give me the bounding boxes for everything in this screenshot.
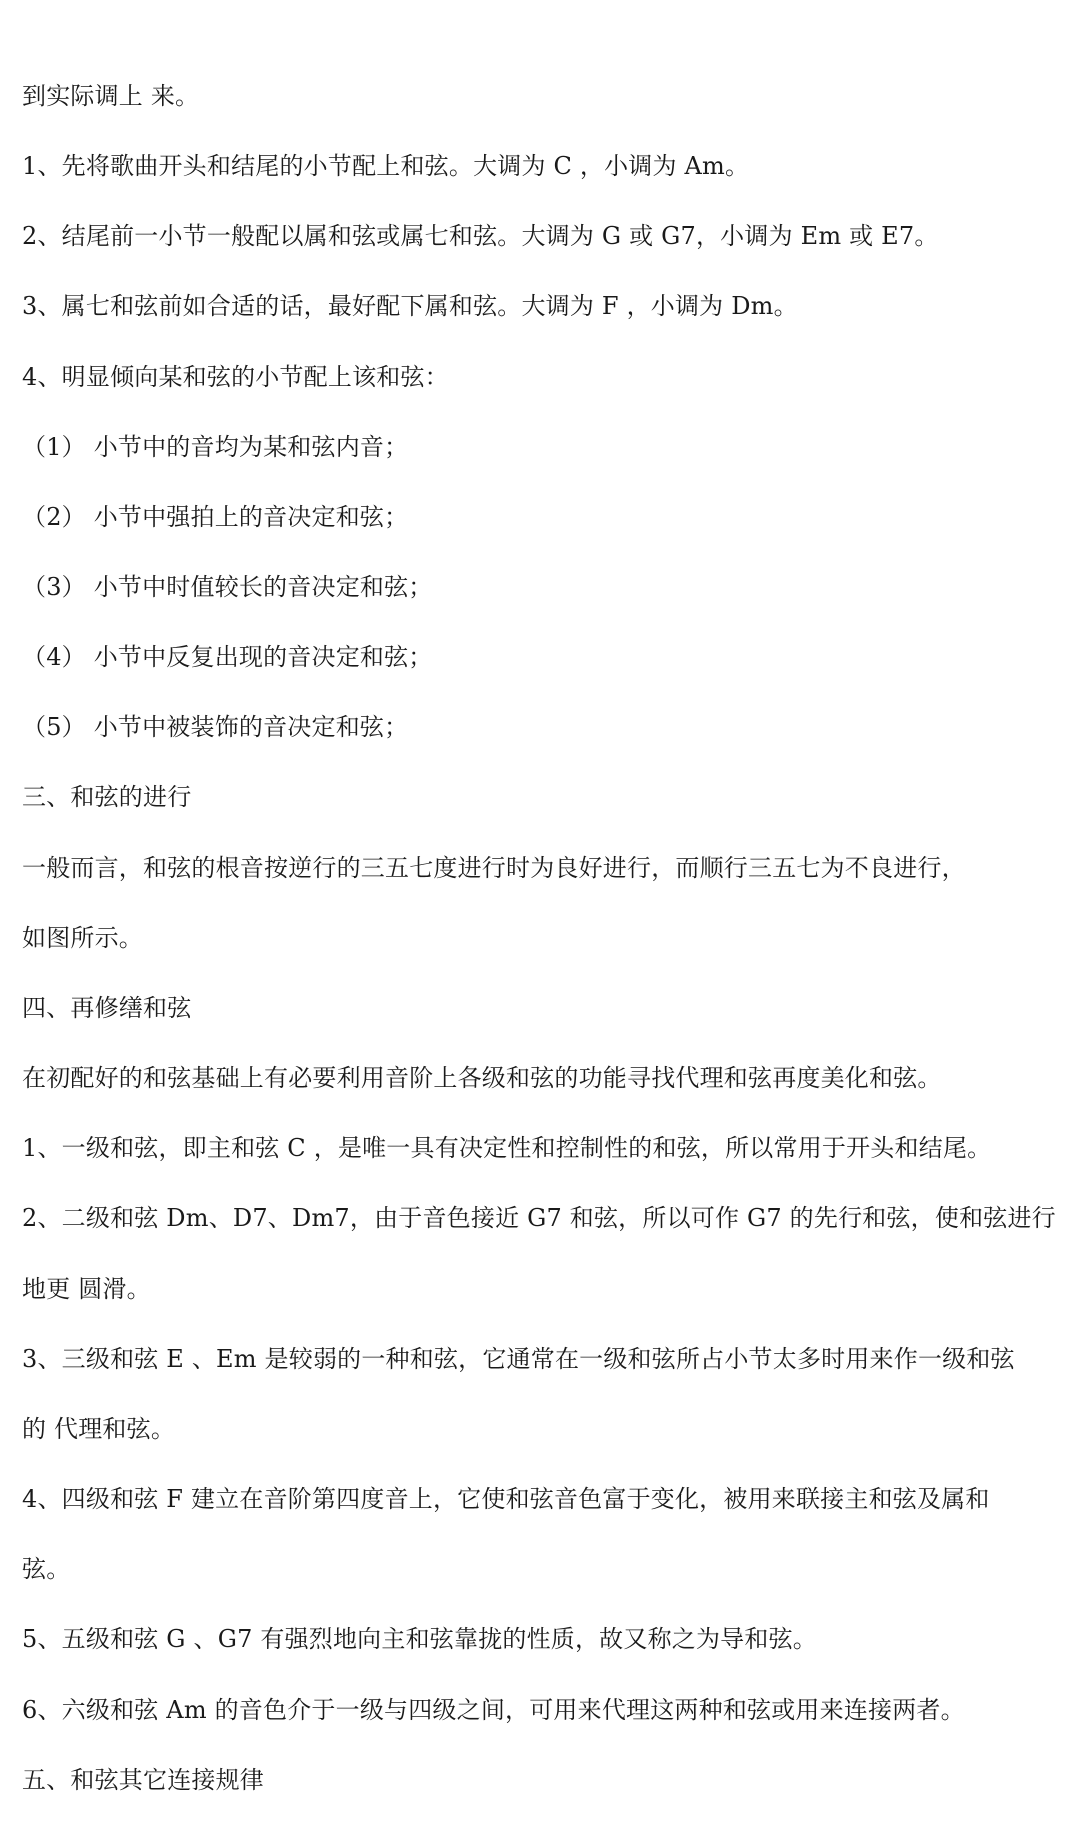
chord-item-1: 1、一级和弦，即主和弦 C ，是唯一具有决定性和控制性的和弦，所以常用于开头和结尾。 bbox=[22, 1134, 992, 1162]
paragraph-line: 如图所示。 bbox=[22, 924, 143, 952]
section-heading-5: 五、和弦其它连接规律 bbox=[22, 1766, 264, 1794]
chord-item-4-cont: 弦。 bbox=[22, 1555, 71, 1583]
rule-1: 1、先将歌曲开头和结尾的小节配上和弦。大调为 C ，小调为 Am。 bbox=[22, 152, 750, 180]
sub-item-4: （4） 小节中反复出现的音决定和弦； bbox=[22, 643, 433, 671]
rule-4: 4、明显倾向某和弦的小节配上该和弦： bbox=[22, 363, 449, 391]
chord-item-5: 5、五级和弦 G 、G7 有强烈地向主和弦靠拢的性质，故又称之为导和弦。 bbox=[22, 1625, 817, 1653]
sub-item-3: （3） 小节中时值较长的音决定和弦； bbox=[22, 573, 433, 601]
paragraph-line: 在初配好的和弦基础上有必要利用音阶上各级和弦的功能寻找代理和弦再度美化和弦。 bbox=[22, 1064, 942, 1092]
chord-item-2: 2、二级和弦 Dm、D7、Dm7，由于音色接近 G7 和弦，所以可作 G7 的先行和弦，使和弦进行 bbox=[22, 1204, 1056, 1232]
text-line: 到实际调上 来。 bbox=[22, 82, 200, 110]
paragraph-line: 一般而言，和弦的根音按逆行的三五七度进行时为良好进行，而顺行三五七为不良进行， bbox=[22, 854, 966, 882]
rule-3: 3、属七和弦前如合适的话，最好配下属和弦。大调为 F ，小调为 Dm。 bbox=[22, 292, 798, 320]
chord-item-3: 3、三级和弦 E 、Em 是较弱的一种和弦，它通常在一级和弦所占小节太多时用来作一级和弦 bbox=[22, 1345, 1015, 1373]
sub-item-1: （1） 小节中的音均为某和弦内音； bbox=[22, 433, 409, 461]
chord-item-4: 4、四级和弦 F 建立在音阶第四度音上，它使和弦音色富于变化，被用来联接主和弦及属和 bbox=[22, 1485, 990, 1513]
section-heading-3: 三、和弦的进行 bbox=[22, 783, 192, 811]
sub-item-5: （5） 小节中被装饰的音决定和弦； bbox=[22, 713, 409, 741]
chord-item-2-cont: 地更 圆滑。 bbox=[22, 1275, 151, 1303]
chord-item-3-cont: 的 代理和弦。 bbox=[22, 1415, 176, 1443]
sub-item-2: （2） 小节中强拍上的音决定和弦； bbox=[22, 503, 409, 531]
section-heading-4: 四、再修缮和弦 bbox=[22, 994, 192, 1022]
rule-2: 2、结尾前一小节一般配以属和弦或属七和弦。大调为 G 或 G7，小调为 Em 或 E7。 bbox=[22, 222, 939, 250]
chord-item-6: 6、六级和弦 Am 的音色介于一级与四级之间，可用来代理这两种和弦或用来连接两者。 bbox=[22, 1696, 965, 1724]
